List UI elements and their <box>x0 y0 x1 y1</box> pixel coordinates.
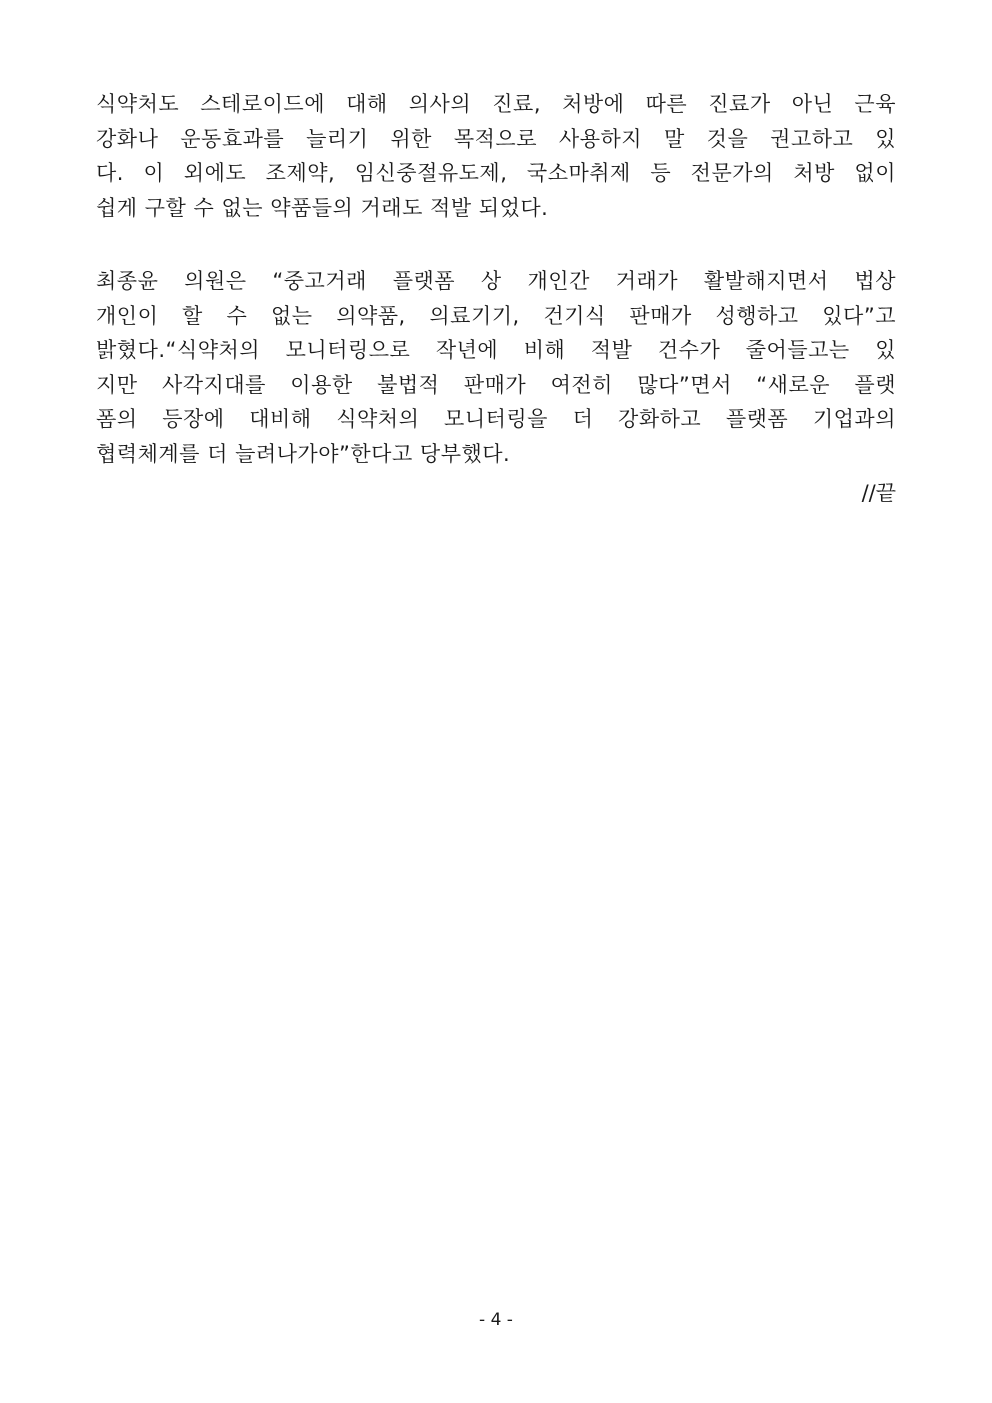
paragraph-line: 쉽게 구할 수 없는 약품들의 거래도 적발 되었다. <box>96 195 549 220</box>
page-number: - 4 - <box>479 1310 513 1330</box>
paragraph-line: 협력체계를 더 늘려나가야”한다고 당부했다. <box>96 441 511 466</box>
paragraph-line: 최종윤 의원은 “중고거래 플랫폼 상 개인간 거래가 활발해지면서 법상 <box>96 269 896 293</box>
paragraph-line: 밝혔다.“식약처의 모니터링으로 작년에 비해 적발 건수가 줄어들고는 있 <box>96 338 896 362</box>
paragraph-steroid-warning <box>96 87 896 225</box>
paragraph-line: 폼의 등장에 대비해 식약처의 모니터링을 더 강화하고 플랫폼 기업과의 <box>96 407 896 431</box>
paragraph-line: 식약처도 스테로이드에 대해 의사의 진료, 처방에 따른 진료가 아닌 근육 <box>96 92 896 116</box>
end-mark: //끝 <box>861 481 896 505</box>
paragraph-line: 강화나 운동효과를 늘리기 위한 목적으로 사용하지 말 것을 권고하고 있 <box>96 126 896 151</box>
paragraph-line: 개인이 할 수 없는 의약품, 의료기기, 건기식 판매가 성행하고 있다”고 <box>96 303 896 328</box>
paragraph-lawmaker-statement <box>96 264 896 471</box>
paragraph-line: 다. 이 외에도 조제약, 임신중절유도제, 국소마취제 등 전문가의 처방 없이 <box>96 161 896 185</box>
paragraph-line: 지만 사각지대를 이용한 불법적 판매가 여전히 많다”면서 “새로운 플랫 <box>96 372 896 397</box>
